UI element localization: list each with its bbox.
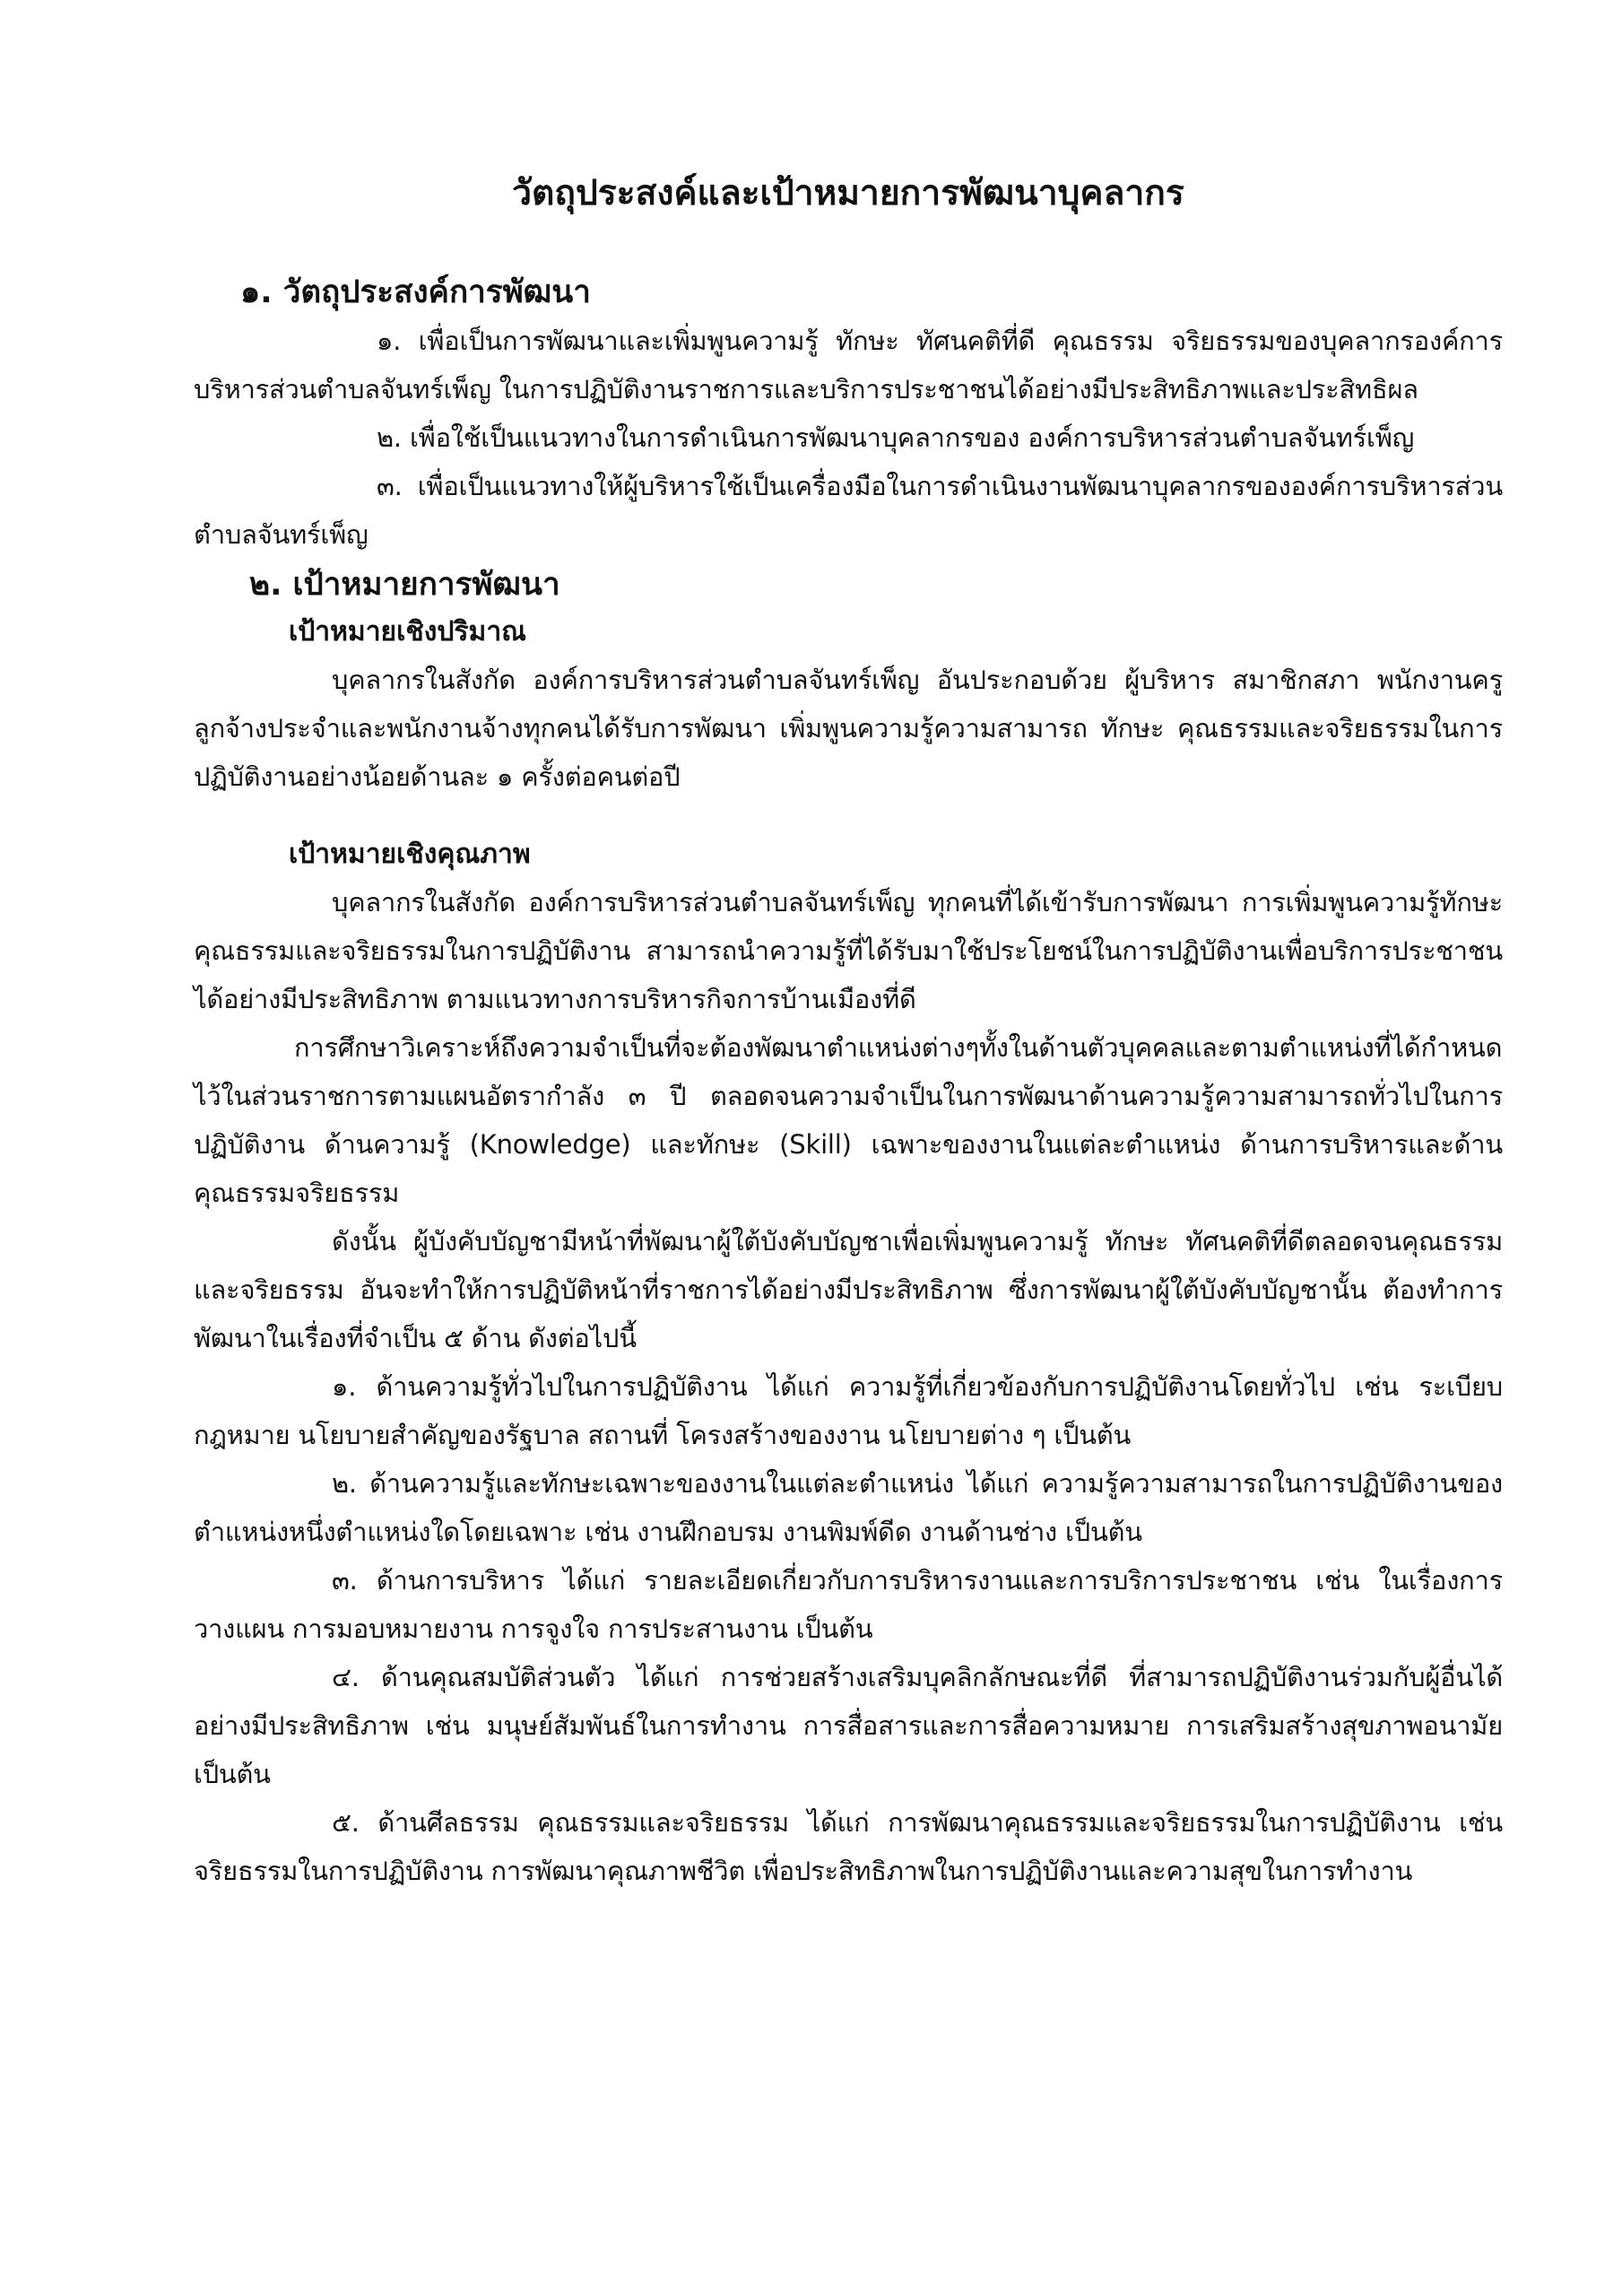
quantity-target-text: บุคลากรในสังกัด องค์การบริหารส่วนตำบลจันทร์เพ็ญ อันประกอบด้วย ผู้บริหาร สมาชิกสภา พนักงานครู ลูกจ้างประจำและพนักงานจ้างทุกคนได้รับการพัฒนา เพิ่มพูนความรู้ความสามารถ ทักษะ คุณธรรมและจริยธรรมในการปฏิบัติงานอย่างน้อยด้านละ ๑ ครั้งต่อคนต่อปี bbox=[194, 665, 1503, 792]
section-heading-objectives: ๑. วัตถุประสงค์การพัฒนา bbox=[240, 274, 591, 310]
document-body bbox=[194, 166, 1503, 1895]
development-area-5: ๕. ด้านศีลธรรม คุณธรรมและจริยธรรม ได้แก่ การพัฒนาคุณธรรมและจริยธรรมในการปฏิบัติงาน เช่น จริยธรรมในการปฏิบัติงาน การพัฒนาคุณภาพชีวิต เพื่อประสิทธิภาพในการปฏิบัติงานและความสุขในการทำงาน bbox=[194, 1807, 1503, 1886]
subheading-quantity-target: เป้าหมายเชิงปริมาณ bbox=[289, 616, 526, 648]
objective-item-3: ๓. เพื่อเป็นแนวทางให้ผู้บริหารใช้เป็นเครื่องมือในการดำเนินงานพัฒนาบุคลากรขององค์การบริหารส่วนตำบลจันทร์เพ็ญ bbox=[194, 471, 1503, 550]
subheading-quality-target: เป้าหมายเชิงคุณภาพ bbox=[289, 839, 531, 870]
analysis-paragraph: การศึกษาวิเคราะห์ถึงความจำเป็นที่จะต้องพัฒนาตำแหน่งต่างๆทั้งในด้านตัวบุคคลและตามตำแหน่งที่ได้กำหนดไว้ในส่วนราชการตามแผนอัตรากำลัง ๓ ปี ตลอดจนความจำเป็นในการพัฒนาด้านความรู้ความสามารถทั่วไปในการปฏิบัติงาน ด้านความรู้ (Knowledge) และทักษะ (Skill) เฉพาะของงานในแต่ละตำแหน่ง ด้านการบริหารและด้านคุณธรรมจริยธรรม bbox=[194, 1032, 1503, 1208]
section-heading-targets: ๒. เป้าหมายการพัฒนา bbox=[249, 567, 560, 603]
development-area-3: ๓. ด้านการบริหาร ได้แก่ รายละเอียดเกี่ยวกับการบริหารงานและการบริการประชาชน เช่น ในเรื่องการวางแผน การมอบหมายงาน การจูงใจ การประสานงาน เป็นต้น bbox=[194, 1565, 1503, 1644]
development-area-2: ๒. ด้านความรู้และทักษะเฉพาะของงานในแต่ละตำแหน่ง ได้แก่ ความรู้ความสามารถในการปฏิบัติงานของตำแหน่งหนึ่งตำแหน่งใดโดยเฉพาะ เช่น งานฝึกอบรม งานพิมพ์ดีด งานด้านช่าง เป็นต้น bbox=[194, 1468, 1503, 1547]
objective-item-2: ๒. เพื่อใช้เป็นแนวทางในการดำเนินการพัฒนาบุคลากรของ องค์การบริหารส่วนตำบลจันทร์เพ็ญ bbox=[377, 422, 1415, 453]
development-area-4: ๔. ด้านคุณสมบัติส่วนตัว ได้แก่ การช่วยสร้างเสริมบุคลิกลักษณะที่ดี ที่สามารถปฏิบัติงานร่วมกับผู้อื่นได้อย่างมีประสิทธิภาพ เช่น มนุษย์สัมพันธ์ในการทำงาน การสื่อสารและการสื่อความหมาย การเสริมสร้างสุขภาพอนามัย เป็นต้น bbox=[194, 1662, 1503, 1789]
development-area-1: ๑. ด้านความรู้ทั่วไปในการปฏิบัติงาน ได้แก่ ความรู้ที่เกี่ยวข้องกับการปฏิบัติงานโดยทั่วไป เช่น ระเบียบกฎหมาย นโยบายสำคัญของรัฐบาล สถานที่ โครงสร้างของงาน นโยบายต่าง ๆ เป็นต้น bbox=[194, 1371, 1503, 1450]
objective-item-1: ๑. เพื่อเป็นการพัฒนาและเพิ่มพูนความรู้ ทักษะ ทัศนคติที่ดี คุณธรรม จริยธรรมของบุคลากรองค์การบริหารส่วนตำบลจันทร์เพ็ญ ในการปฏิบัติงานราชการและบริการประชาชนได้อย่างมีประสิทธิภาพและประสิทธิผล bbox=[194, 326, 1503, 404]
document-title: วัตถุประสงค์และเป้าหมายการพัฒนาบุคลากร bbox=[512, 173, 1184, 213]
quality-target-text: บุคลากรในสังกัด องค์การบริหารส่วนตำบลจันทร์เพ็ญ ทุกคนที่ได้เข้ารับการพัฒนา การเพิ่มพูนความรู้ทักษะ คุณธรรมและจริยธรรมในการปฏิบัติงาน สามารถนำความรู้ที่ได้รับมาใช้ประโยชน์ในการปฏิบัติงานเพื่อบริการประชาชนได้อย่างมีประสิทธิภาพ ตามแนวทางการบริหารกิจการบ้านเมืองที่ดี bbox=[194, 887, 1503, 1014]
therefore-paragraph: ดังนั้น ผู้บังคับบัญชามีหน้าที่พัฒนาผู้ใต้บังคับบัญชาเพื่อเพิ่มพูนความรู้ ทักษะ ทัศนคติที่ดีตลอดจนคุณธรรมและจริยธรรม อันจะทำให้การปฏิบัติหน้าที่ราชการได้อย่างมีประสิทธิภาพ ซึ่งการพัฒนาผู้ใต้บังคับบัญชานั้น ต้องทำการพัฒนาในเรื่องที่จำเป็น ๕ ด้าน ดังต่อไปนี้ bbox=[194, 1226, 1503, 1353]
